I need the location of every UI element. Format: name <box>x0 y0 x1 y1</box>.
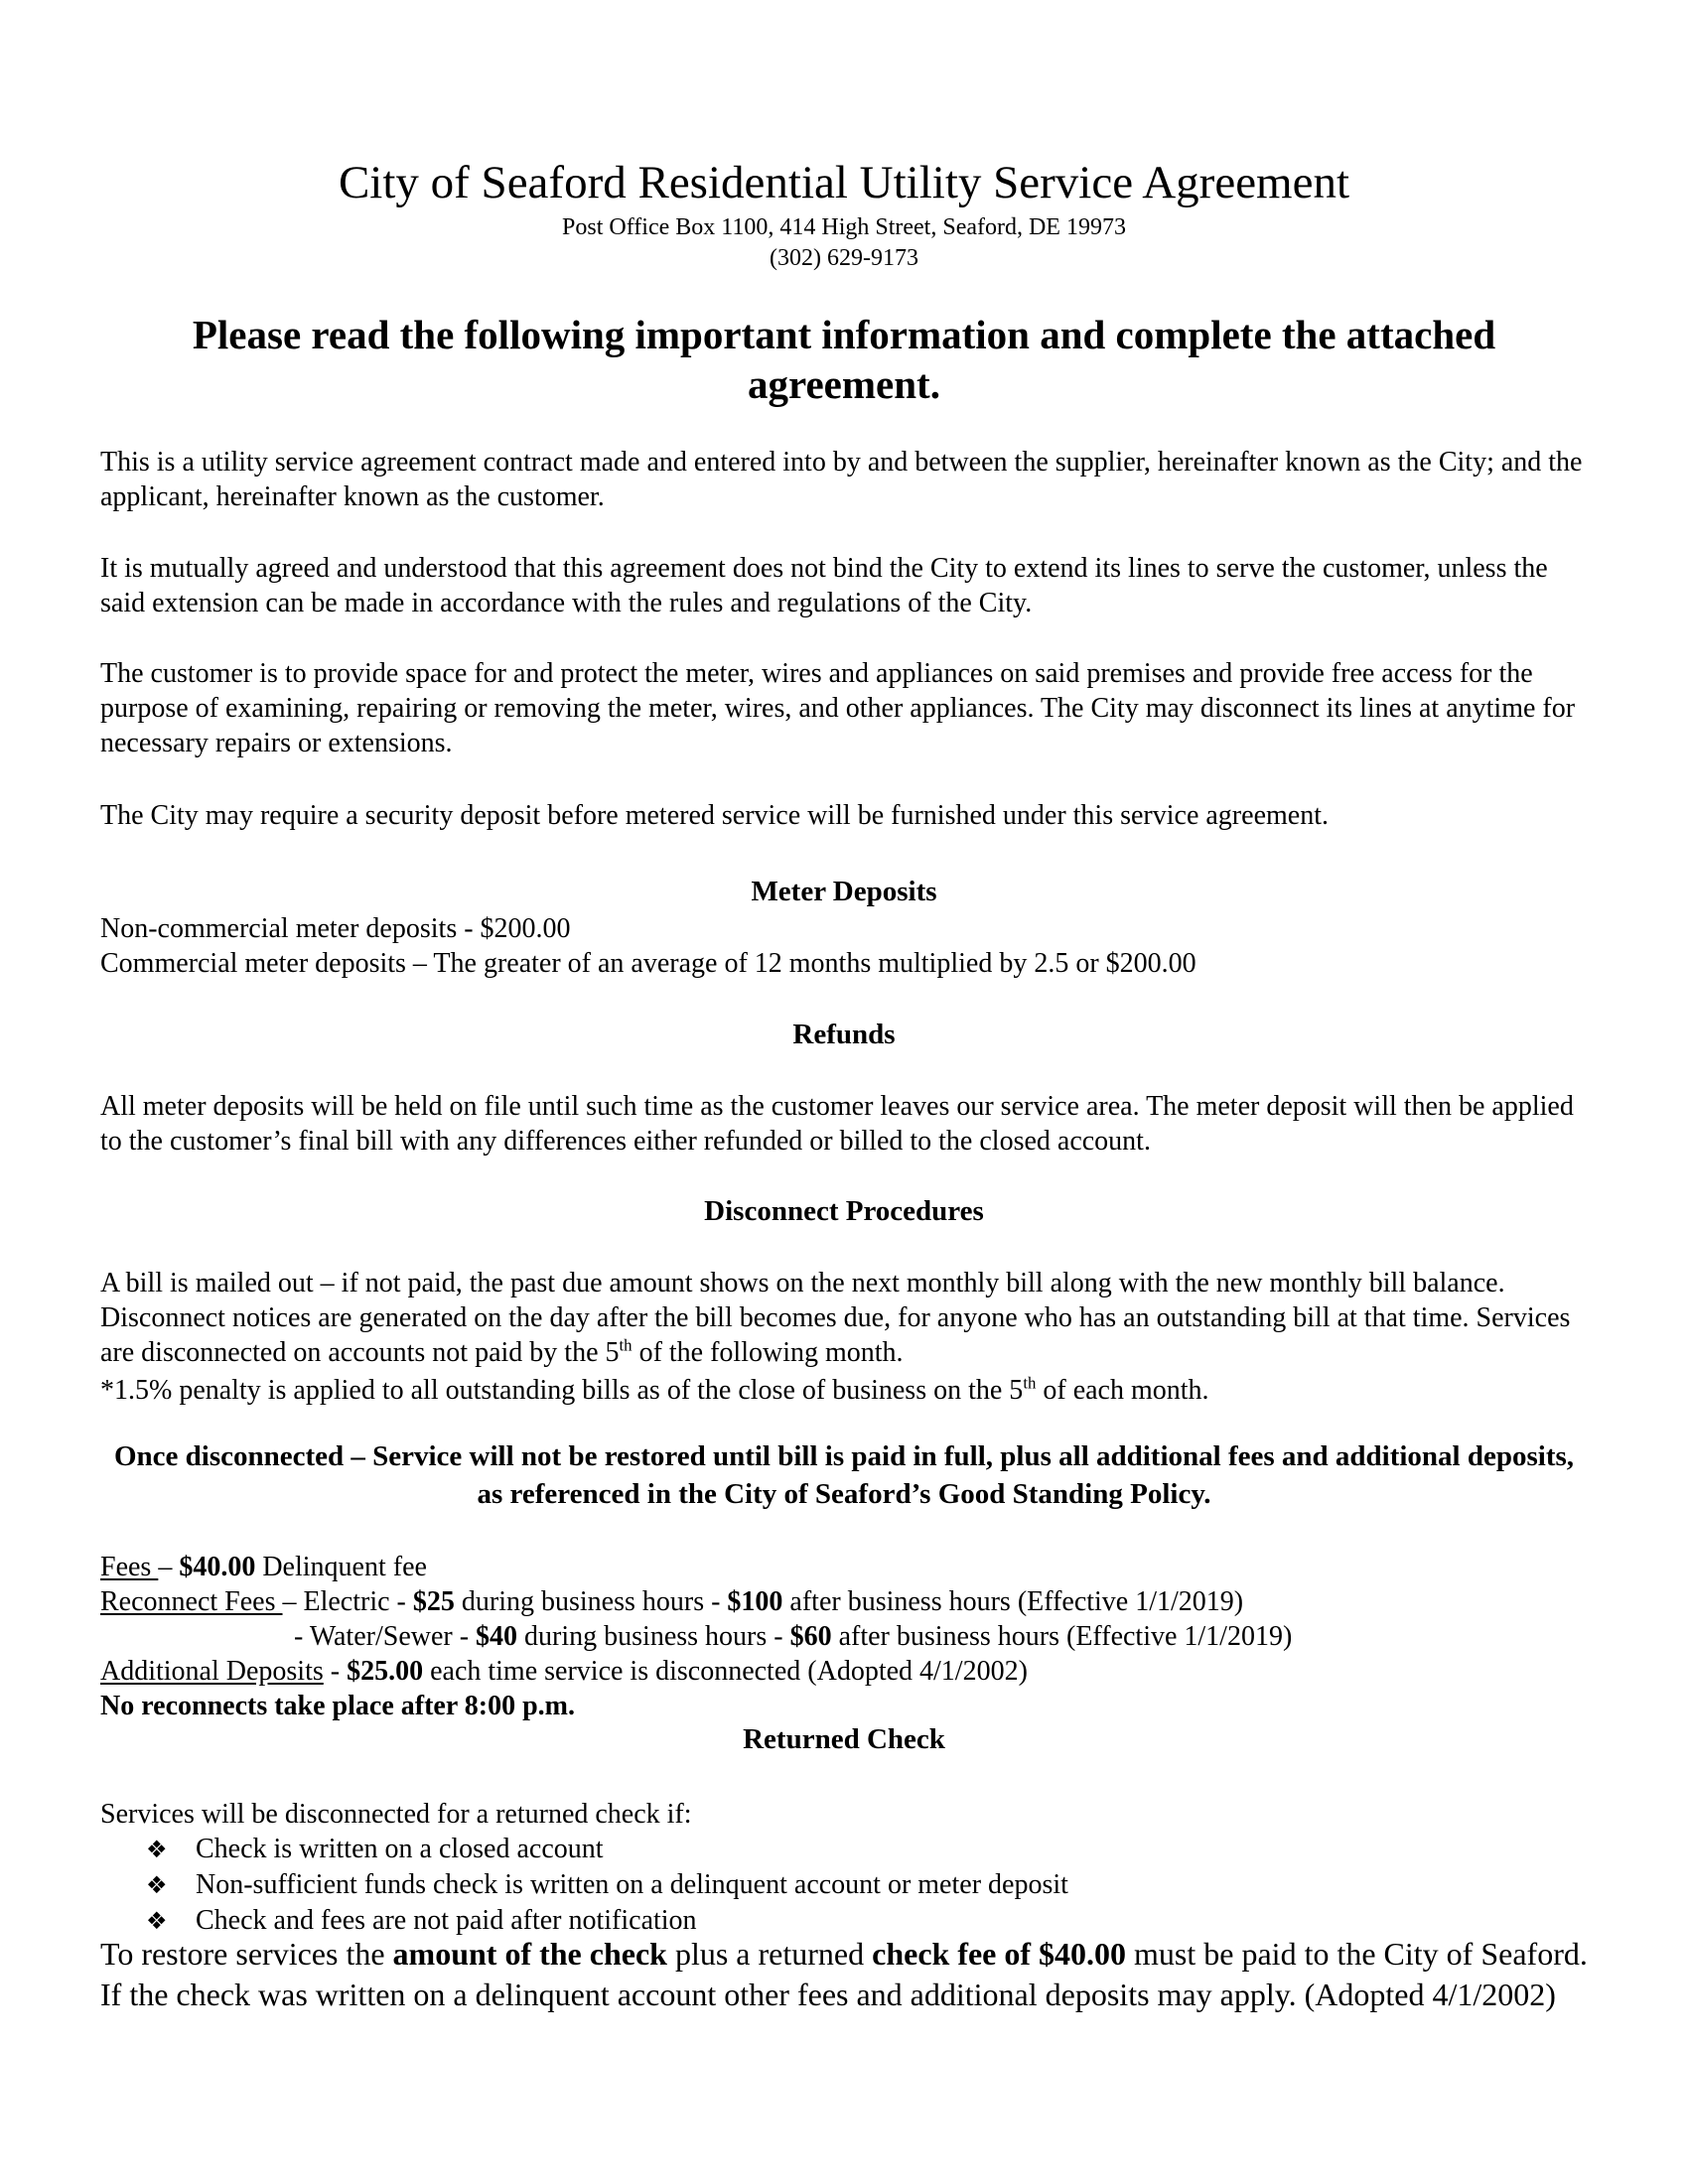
diamond-bullet-icon: ❖ <box>146 1836 168 1863</box>
diamond-bullet-icon: ❖ <box>146 1871 168 1899</box>
additional-deposits-line: Additional Deposits - $25.00 each time service is disconnected (Adopted 4/1/2002) <box>100 1656 1028 1687</box>
important-headline: Please read the following important information and complete the attached agreement. <box>192 312 1496 407</box>
document-title: City of Seaford Residential Utility Service Agreement <box>338 157 1350 208</box>
returned-check-heading: Returned Check <box>743 1723 945 1755</box>
reconnect-water-line: - Water/Sewer - $40 during business hours - $60 after business hours (Effective 1/1/2019) <box>294 1621 1293 1652</box>
refunds-paragraph: All meter deposits will be held on file until such time as the customer leaves our service area. The meter deposit will then be applied to the customer’s final bill with any differences either refunded or billed to the closed account. <box>100 1091 1574 1157</box>
penalty-paragraph: *1.5% penalty is applied to all outstanding bills as of the close of business on the 5th of each month. <box>100 1373 1209 1406</box>
intro-paragraph-4: The City may require a security deposit before metered service will be furnished under this service agreement. <box>100 800 1329 831</box>
disconnect-heading: Disconnect Procedures <box>704 1195 984 1227</box>
disconnect-paragraph: A bill is mailed out – if not paid, the past due amount shows on the next monthly bill along with the new monthly bill balance. Disconnect notices are generated on the day after the bill becomes due, for anyone who has an outstanding bill at that time. Services are disconnected on accounts not paid by the 5th of the following month. <box>100 1268 1571 1368</box>
returned-check-intro: Services will be disconnected for a returned check if: <box>100 1799 692 1830</box>
city-address: Post Office Box 1100, 414 High Street, Seaford, DE 19973 <box>562 214 1126 240</box>
intro-paragraph-3: The customer is to provide space for and protect the meter, wires and appliances on said premises and provide free access for the purpose of examining, repairing or removing the meter, wires, and other appliances. The City may disconnect its lines at anytime for necessary repairs or extensions. <box>100 658 1576 758</box>
non-commercial-deposit: Non-commercial meter deposits - $200.00 <box>100 913 571 944</box>
list-item: ❖ Check is written on a closed account <box>146 1832 1536 1867</box>
intro-paragraph-2: It is mutually agreed and understood that this agreement does not bind the City to extend its lines to serve the customer, unless the said extension can be made in accordance with the rules and regulations of the City. <box>100 553 1548 618</box>
disconnect-notice: Once disconnected – Service will not be restored until bill is paid in full, plus all additional fees and additional deposits, as referenced in the City of Seaford’s Good Standing Policy. <box>113 1440 1575 1510</box>
intro-paragraph-1: This is a utility service agreement contract made and entered into by and between the supplier, hereinafter known as the City; and the applicant, hereinafter known as the customer. <box>100 447 1583 512</box>
commercial-deposit: Commercial meter deposits – The greater of an average of 12 months multiplied by 2.5 or $200.00 <box>100 948 1196 979</box>
no-reconnects-notice: No reconnects take place after 8:00 p.m. <box>100 1691 575 1721</box>
refunds-heading: Refunds <box>792 1019 896 1050</box>
list-item: ❖ Check and fees are not paid after notification <box>146 1903 1536 1939</box>
diamond-bullet-icon: ❖ <box>146 1907 168 1935</box>
reconnect-electric-line: Reconnect Fees – Electric - $25 during business hours - $100 after business hours (Effective 1/1/2019) <box>100 1586 1244 1617</box>
returned-check-list <box>146 1832 1536 1939</box>
delinquent-fee-line: Fees – $40.00 Delinquent fee <box>100 1552 427 1582</box>
list-item: ❖ Non-sufficient funds check is written on a delinquent account or meter deposit <box>146 1867 1536 1903</box>
meter-deposits-heading: Meter Deposits <box>751 876 937 907</box>
restore-services-paragraph: To restore services the amount of the check plus a returned check fee of $40.00 must be paid to the City of Seaford. If the check was written on a delinquent account other fees and additional deposits may apply. (Adopted 4/1/2002) <box>100 1936 1588 2012</box>
city-phone: (302) 629-9173 <box>770 245 918 271</box>
